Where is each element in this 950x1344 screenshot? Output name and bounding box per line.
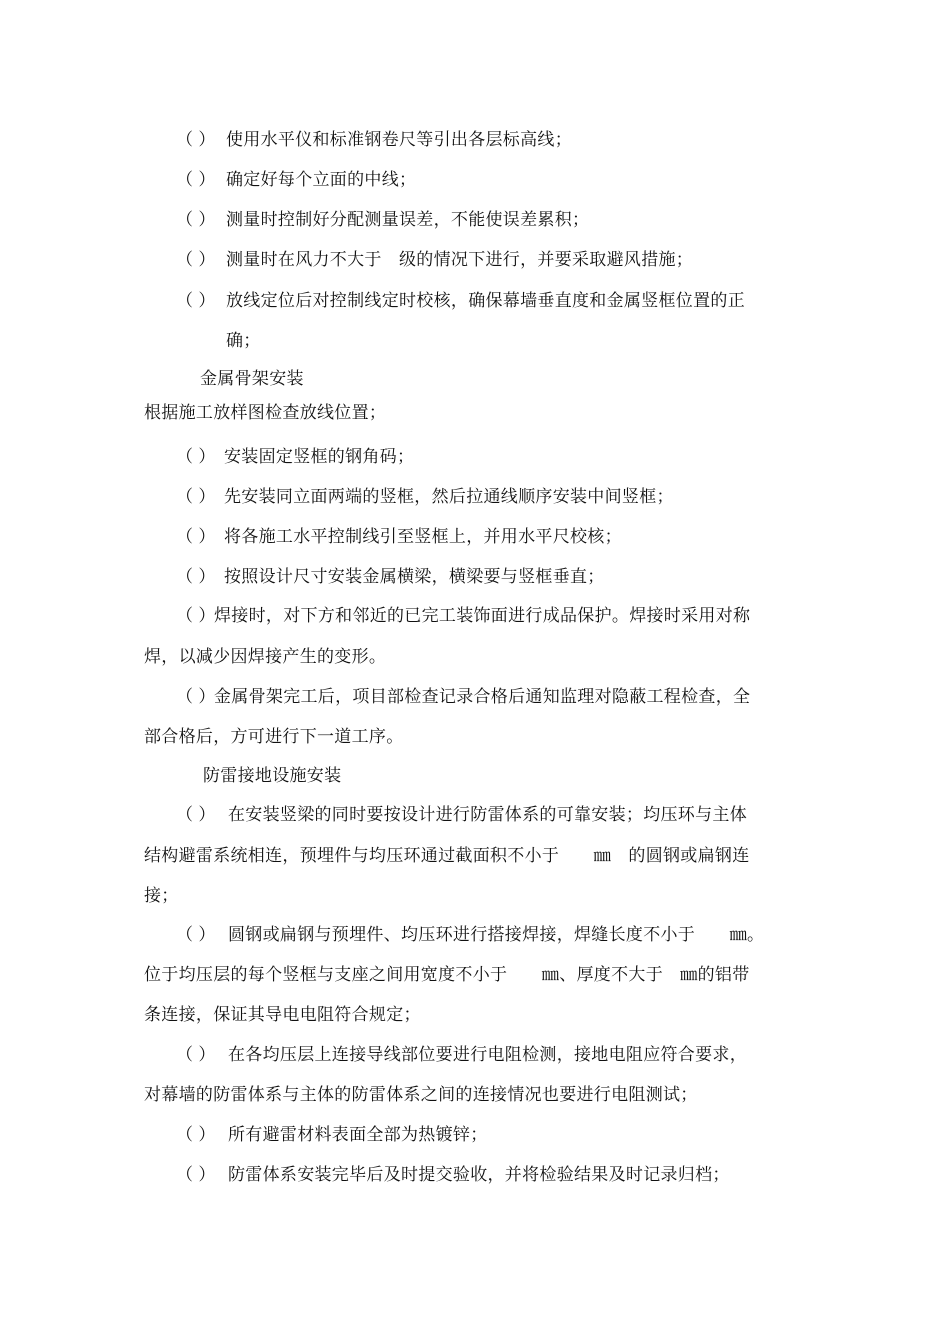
item-marker: （ ） xyxy=(176,447,216,467)
paragraph: 圆钢或扁钢与预埋件、均压环进行搭接焊接，焊缝长度不小于 ㎜。 xyxy=(228,925,765,945)
section-heading: 金属骨架安装 xyxy=(200,369,304,389)
item-marker: （ ） xyxy=(176,567,216,587)
list-item: 安装固定竖框的钢角码； xyxy=(224,447,415,467)
item-marker: （ ） xyxy=(176,925,216,945)
paragraph: 金属骨架完工后，项目部检查记录合格后通知监理对隐蔽工程检查，全 xyxy=(214,687,751,707)
list-item: 先安装同立面两端的竖框，然后拉通线顺序安装中间竖框； xyxy=(224,487,674,507)
paragraph: 位于均压层的每个竖框与支座之间用宽度不小于 ㎜、厚度不大于 ㎜的铝带 xyxy=(144,965,750,985)
item-marker: （ ） xyxy=(176,1165,216,1185)
paragraph: 焊接时，对下方和邻近的已完工装饰面进行成品保护。焊接时采用对称 xyxy=(214,606,751,626)
item-marker: （ ） xyxy=(176,250,216,270)
item-marker: （ ） xyxy=(176,1045,216,1065)
list-item: 所有避雷材料表面全部为热镀锌； xyxy=(228,1125,488,1145)
list-item: 按照设计尺寸安装金属横梁，横梁要与竖框垂直； xyxy=(224,567,605,587)
list-item: 测量时控制好分配测量误差，不能使误差累积； xyxy=(226,210,590,230)
section-heading: 防雷接地设施安装 xyxy=(203,766,342,786)
list-item: 确定好每个立面的中线； xyxy=(226,170,417,190)
paragraph: 结构避雷系统相连，预埋件与均压环通过截面积不小于 ㎜ 的圆钢或扁钢连 xyxy=(144,846,750,866)
list-item: 将各施工水平控制线引至竖框上，并用水平尺校核； xyxy=(224,527,622,547)
list-item: 防雷体系安装完毕后及时提交验收，并将检验结果及时记录归档； xyxy=(228,1165,730,1185)
paragraph: 部合格后，方可进行下一道工序。 xyxy=(144,727,404,747)
item-marker: （ ） xyxy=(176,130,216,150)
item-marker: （ ） xyxy=(176,210,216,230)
list-item: 使用水平仪和标准钢卷尺等引出各层标高线； xyxy=(226,130,572,150)
paragraph: 条连接，保证其导电电阻符合规定； xyxy=(144,1005,421,1025)
item-marker: （ ） xyxy=(176,687,216,707)
list-item: 测量时在风力不大于 级的情况下进行，并要采取避风措施； xyxy=(226,250,694,270)
paragraph: 对幕墙的防雷体系与主体的防雷体系之间的连接情况也要进行电阻测试； xyxy=(144,1085,698,1105)
item-marker: （ ） xyxy=(176,805,216,825)
item-marker: （ ） xyxy=(176,487,216,507)
item-marker: （ ） xyxy=(176,527,216,547)
list-item-continuation: 确； xyxy=(226,331,261,351)
item-marker: （ ） xyxy=(176,291,216,311)
item-marker: （ ） xyxy=(176,1125,216,1145)
paragraph: 根据施工放样图检查放线位置； xyxy=(144,403,387,423)
paragraph: 在安装竖梁的同时要按设计进行防雷体系的可靠安装；均压环与主体 xyxy=(228,805,747,825)
paragraph: 在各均压层上连接导线部位要进行电阻检测，接地电阻应符合要求， xyxy=(228,1045,747,1065)
list-item: 放线定位后对控制线定时校核，确保幕墙垂直度和金属竖框位置的正 xyxy=(226,291,745,311)
paragraph: 接； xyxy=(144,886,179,906)
item-marker: （ ） xyxy=(176,170,216,190)
item-marker: （ ） xyxy=(176,606,216,626)
paragraph: 焊，以减少因焊接产生的变形。 xyxy=(144,647,387,667)
